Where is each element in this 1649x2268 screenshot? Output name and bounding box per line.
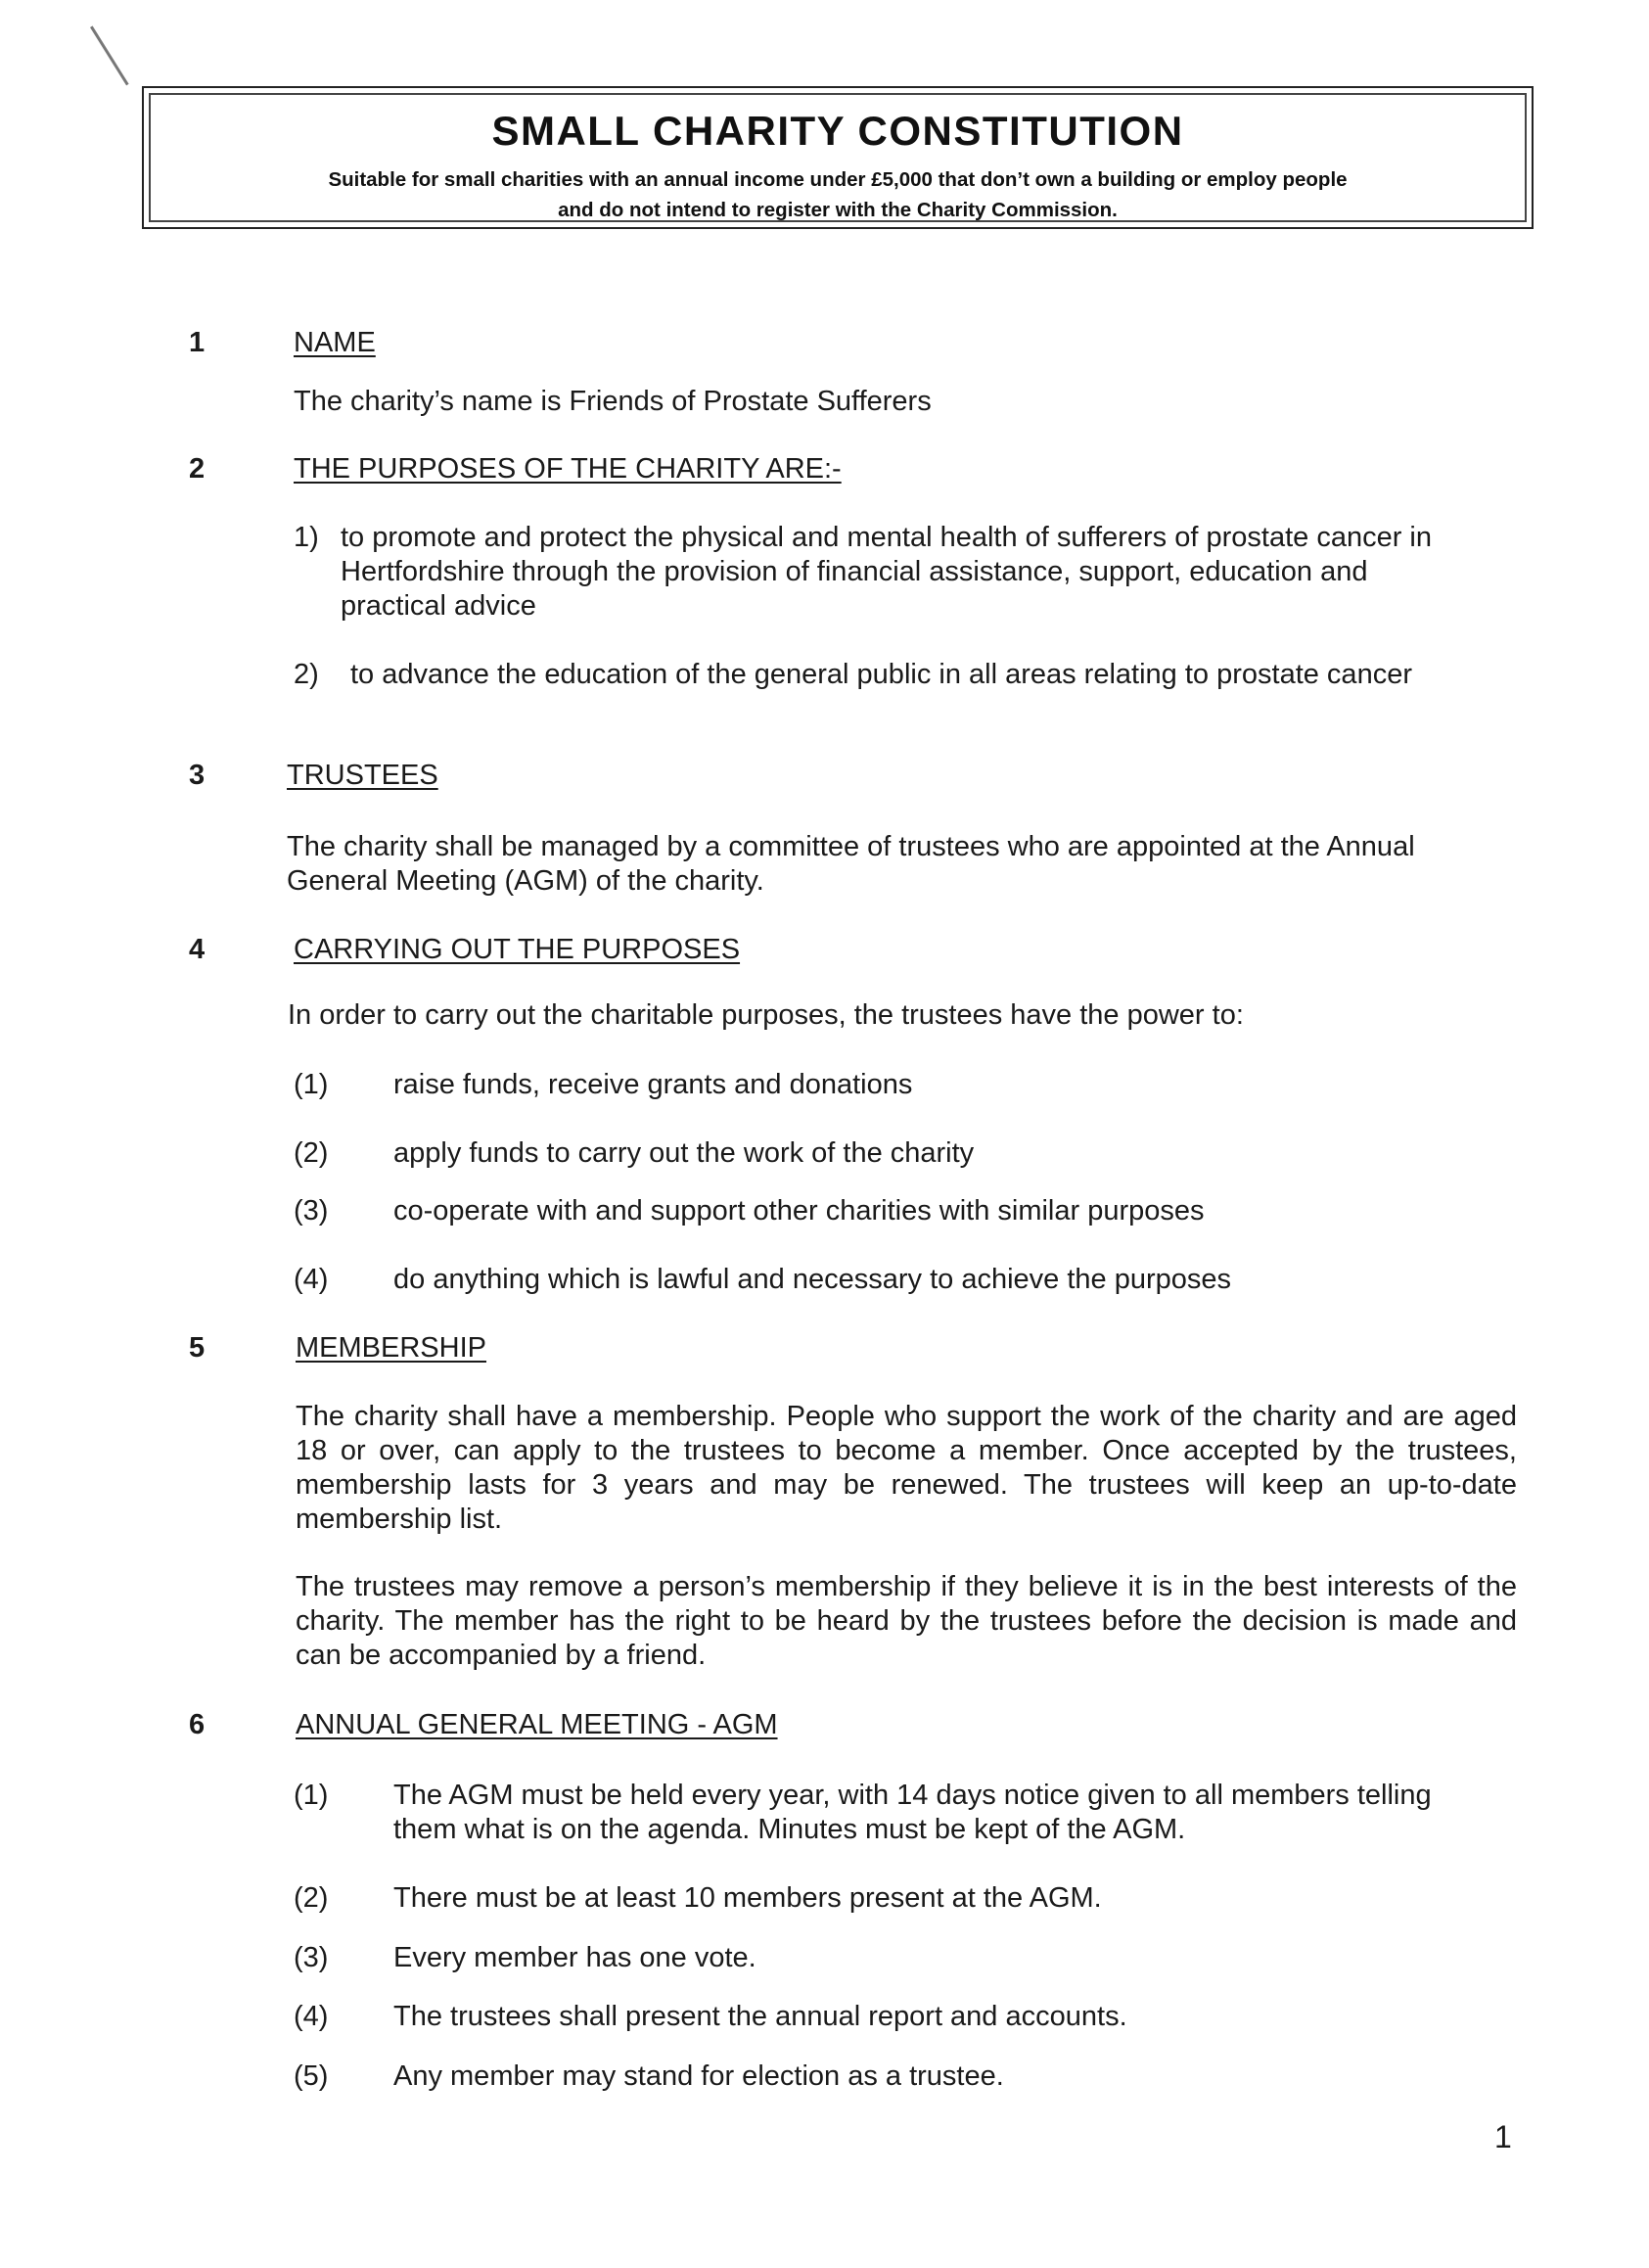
purpose-marker-2: 2) [294, 659, 319, 690]
header-box [142, 86, 1534, 229]
trustees-line-2: General Meeting (AGM) of the charity. [287, 865, 764, 897]
agm-marker-5: (5) [294, 2060, 329, 2092]
section-heading-name: NAME [294, 327, 376, 358]
section-heading-membership: MEMBERSHIP [296, 1332, 486, 1364]
purpose-item-1 [341, 521, 1515, 624]
document-title: SMALL CHARITY CONSTITUTION [491, 108, 1184, 154]
agm-item-1 [393, 1779, 1519, 1847]
power-item-3: co-operate with and support other charities with similar purposes [393, 1195, 1205, 1227]
section-number-5: 5 [189, 1332, 206, 1364]
subtitle-line-1: Suitable for small charities with an annual income under £5,000 that don’t own a building or employ people [328, 168, 1348, 191]
membership-paragraph-1: The charity shall have a membership. People who support the work of the charity and are aged 18 or over, can apply to the trustees to become a member. Once accepted by the trustees, membership lasts for 3 years and may be renewed. The trustees will keep an up-to-date membership list. [296, 1401, 1517, 1535]
purpose-item-1-line-2: Hertfordshire through the provision of financial assistance, support, education and [341, 556, 1368, 587]
power-marker-2: (2) [294, 1137, 329, 1169]
power-marker-1: (1) [294, 1069, 329, 1100]
agm-marker-1: (1) [294, 1780, 329, 1811]
purpose-marker-1: 1) [294, 522, 319, 553]
agm-marker-2: (2) [294, 1882, 329, 1914]
agm-item-4: The trustees shall present the annual report and accounts. [393, 2001, 1127, 2032]
section-heading-agm: ANNUAL GENERAL MEETING - AGM [296, 1709, 778, 1740]
trustees-line-1: The charity shall be managed by a committee of trustees who are appointed at the Annual [287, 831, 1415, 862]
purpose-item-2: to advance the education of the general public in all areas relating to prostate cancer [350, 659, 1412, 690]
power-marker-4: (4) [294, 1264, 329, 1295]
powers-intro: In order to carry out the charitable purposes, the trustees have the power to: [288, 999, 1244, 1031]
section-body-name: The charity’s name is Friends of Prostate Sufferers [294, 386, 932, 417]
agm-marker-4: (4) [294, 2001, 329, 2032]
subtitle-line-2: and do not intend to register with the Charity Commission. [558, 199, 1118, 221]
section-heading-trustees: TRUSTEES [287, 760, 438, 791]
pen-mark [90, 25, 129, 85]
section-number-6: 6 [189, 1709, 206, 1740]
agm-marker-3: (3) [294, 1942, 329, 1973]
agm-item-2: There must be at least 10 members present at the AGM. [393, 1882, 1102, 1914]
membership-paragraph-2: The trustees may remove a person’s membership if they believe it is in the best interests of the charity. The member has the right to be heard by the trustees before the decision is made and can be accompanied by a friend. [296, 1571, 1517, 1671]
section-number-1: 1 [189, 327, 206, 358]
power-item-4: do anything which is lawful and necessary to achieve the purposes [393, 1264, 1232, 1295]
agm-item-3: Every member has one vote. [393, 1942, 756, 1973]
section-number-2: 2 [189, 453, 206, 485]
document-subtitle [144, 164, 1532, 225]
purpose-item-1-line-1: to promote and protect the physical and mental health of sufferers of prostate cancer in [341, 522, 1432, 553]
section-body-trustees [287, 830, 1517, 899]
agm-item-5: Any member may stand for election as a trustee. [393, 2060, 1004, 2092]
power-marker-3: (3) [294, 1195, 329, 1227]
section-number-4: 4 [189, 934, 206, 965]
section-heading-purposes: THE PURPOSES OF THE CHARITY ARE:- [294, 453, 842, 485]
page-number: 1 [1494, 2119, 1512, 2154]
agm-item-1-line-2: them what is on the agenda. Minutes must be kept of the AGM. [393, 1814, 1186, 1845]
agm-item-1-line-1: The AGM must be held every year, with 14 days notice given to all members telling [393, 1780, 1432, 1811]
section-number-3: 3 [189, 760, 206, 791]
power-item-1: raise funds, receive grants and donations [393, 1069, 913, 1100]
power-item-2: apply funds to carry out the work of the charity [393, 1137, 975, 1169]
section-heading-carrying-out: CARRYING OUT THE PURPOSES [294, 934, 741, 965]
purpose-item-1-line-3: practical advice [341, 590, 536, 622]
